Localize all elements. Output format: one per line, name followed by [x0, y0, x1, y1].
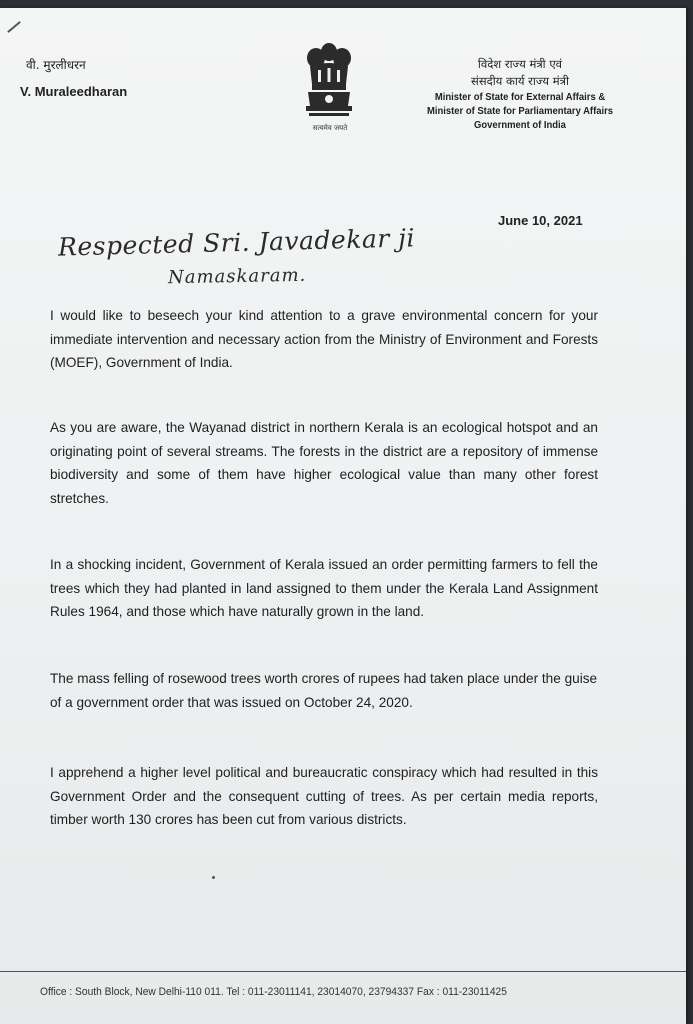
office-designation [400, 56, 640, 132]
letter-page [0, 8, 686, 1024]
office-english-line-3: Government of India [474, 119, 566, 131]
pen-mark [7, 21, 21, 33]
emblem-motto: सत्यमेव जयते [312, 124, 348, 132]
footer-office-address: Office : South Block, New Delhi-110 011. Tel : 011-23011141, 23014070, 23794337 Fax : 011-23011425 [40, 986, 507, 998]
body-paragraph-1: I would like to beseech your kind attention to a grave environmental concern for your immediate intervention and necessary action from the Ministry of Environment and Forests (MOEF), Government of India. [50, 308, 598, 370]
sender-name-hindi: वी. मुरलीधरन [26, 58, 86, 72]
office-hindi-line-1: विदेश राज्य मंत्री एवं [477, 57, 563, 71]
office-english-line-2: Minister of State for Parliamentary Affairs [426, 105, 614, 117]
body-paragraph-5: I apprehend a higher level political and bureaucratic conspiracy which had resulted in this Government Order and the consequent cutting of trees. As per certain media reports, timber worth 130 crores has been cut from various districts. [50, 765, 598, 827]
handwritten-salutation: Respected Sri. Javadekar ji [57, 223, 416, 262]
body-paragraph-4: The mass felling of rosewood trees worth crores of rupees had taken place under the guise of a government order that was issued on October 24, 2020. [50, 671, 598, 710]
office-english-line-1: Minister of State for External Affairs & [434, 91, 606, 103]
footer-divider [0, 971, 686, 972]
speck [212, 876, 215, 879]
body-paragraph-3: In a shocking incident, Government of Kerala issued an order permitting farmers to fell the trees which they had planted in land assigned to them under the Kerala Land Assignment Rules 1964, and those which have naturally grown in the land. [50, 557, 598, 619]
national-emblem-icon [298, 38, 360, 138]
body-paragraph-2: As you are aware, the Wayanad district in northern Kerala is an ecological hotspot and an originating point of several streams. The forests in the district are a repository of immense biodiversity and some of them have higher ecological value than many other forest stretches. [50, 420, 598, 506]
handwritten-greeting: Namaskaram. [167, 264, 307, 289]
letter-date: June 10, 2021 [498, 213, 583, 228]
sender-name: V. Muraleedharan [20, 84, 128, 99]
office-hindi-line-2: संसदीय कार्य राज्य मंत्री [471, 74, 569, 88]
